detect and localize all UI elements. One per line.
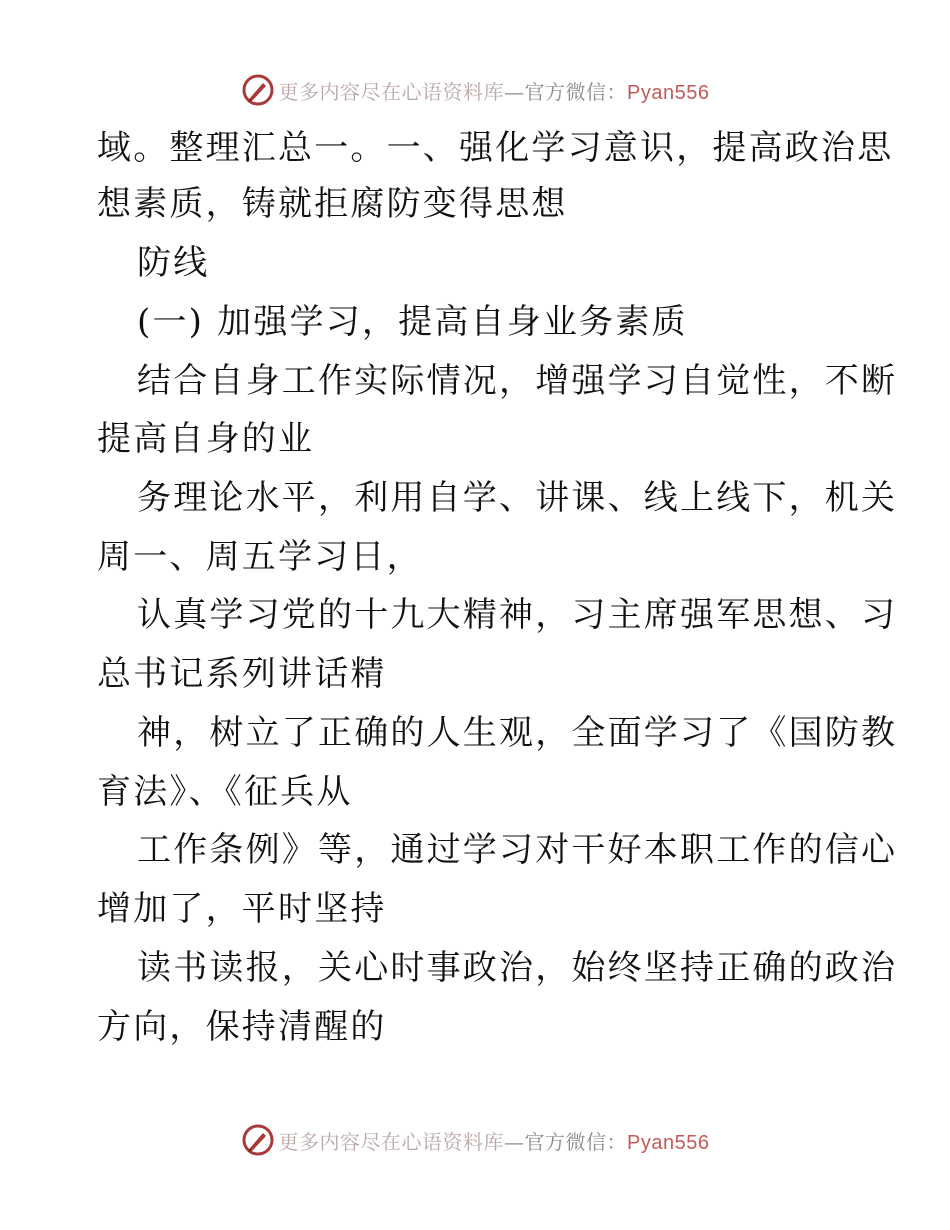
header-watermark (0, 70, 950, 110)
footer-watermark (0, 1120, 950, 1160)
body-line: 结合自身工作实际情况，增强学习自觉性，不断 (137, 361, 898, 401)
pen-logo-icon (241, 1123, 275, 1157)
watermark-text: 更多内容尽在心语资料库—官方微信：Pyan556 (278, 79, 710, 104)
body-line: 读书读报，关心时事政治，始终坚持正确的政治 (137, 948, 898, 988)
body-line: 域。整理汇总一。一、强化学习意识，提高政治思 (97, 128, 894, 168)
body-line: (一) 加强学习，提高自身业务素质 (137, 302, 688, 342)
body-line: 认真学习党的十九大精神，习主席强军思想、习 (137, 595, 898, 635)
body-line: 育法》、《征兵从 (97, 772, 353, 812)
body-line: 工作条例》等，通过学习对干好本职工作的信心 (137, 830, 898, 870)
body-line: 防线 (137, 243, 210, 283)
body-line: 方向，保持清醒的 (97, 1007, 387, 1047)
body-line: 务理论水平，利用自学、讲课、线上线下，机关 (137, 478, 898, 518)
pen-logo-icon (241, 73, 275, 107)
body-line: 神，树立了正确的人生观，全面学习了《国防教 (137, 713, 898, 753)
body-line: 想素质，铸就拒腐防变得思想 (97, 184, 568, 224)
watermark-text: 更多内容尽在心语资料库—官方微信：Pyan556 (278, 1129, 710, 1154)
body-line: 总书记系列讲话精 (97, 654, 387, 694)
body-line: 增加了，平时坚持 (97, 889, 387, 929)
body-line: 提高自身的业 (97, 419, 315, 459)
body-line: 周一、周五学习日， (97, 537, 423, 577)
